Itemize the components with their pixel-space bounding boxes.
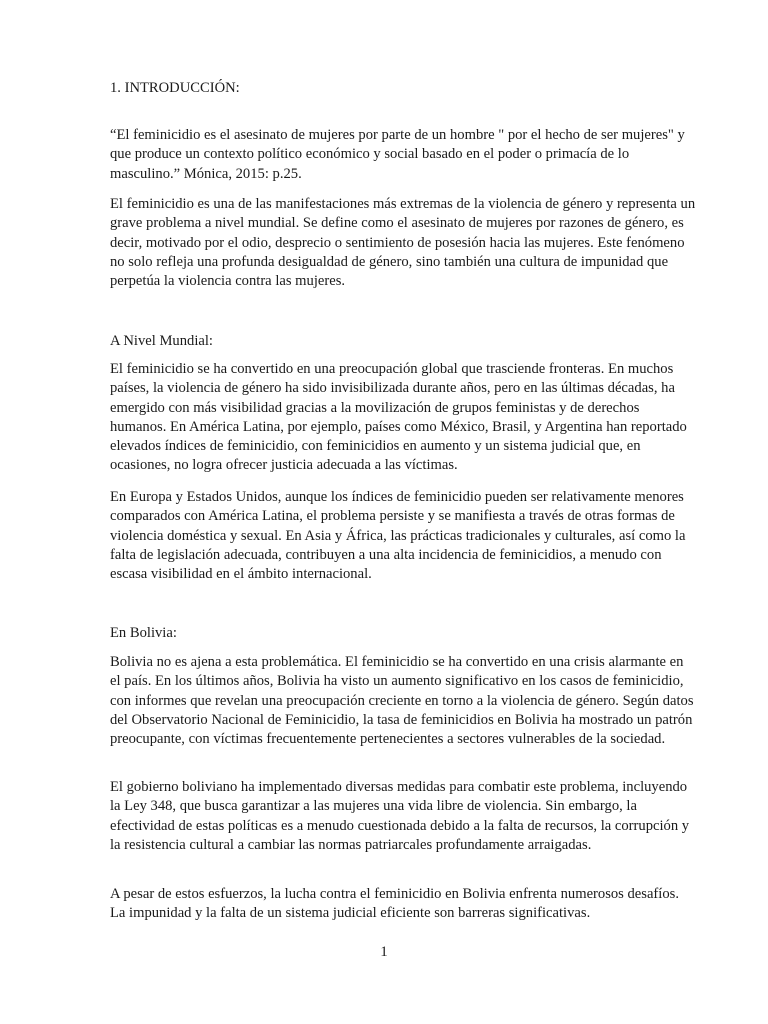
opening-quote: “El feminicidio es el asesinato de mujeres por parte de un hombre " por el hecho de ser mujeres" y que produce un contexto político económico y social basado en el poder o primacía de lo masculino.” Mónica, 2015: p.25. xyxy=(110,127,685,182)
global-paragraph-2: En Europa y Estados Unidos, aunque los índices de feminicidio pueden ser relativamente menores comparados con América Latina, el problema persiste y se manifiesta a través de otras formas de violencia doméstica y sexual. En Asia y África, las prácticas tradicionales y culturales, así como la falta de legislación adecuada, contribuyen a una alta incidencia de feminicidios, a menudo con escasa visibilidad en el ámbito internacional. xyxy=(110,489,686,583)
subheading-nivel-mundial: A Nivel Mundial: xyxy=(110,333,213,349)
subheading-bolivia: En Bolivia: xyxy=(110,625,177,641)
bolivia-paragraph-3: A pesar de estos esfuerzos, la lucha contra el feminicidio en Bolivia enfrenta numerosos desafíos. La impunidad y la falta de un sistema judicial eficiente son barreras significativas. xyxy=(110,886,679,922)
section-heading-introduccion: 1. INTRODUCCIÓN: xyxy=(110,80,240,96)
page-number: 1 xyxy=(380,944,388,960)
bolivia-paragraph-1: Bolivia no es ajena a esta problemática. El feminicidio se ha convertido en una crisis alarmante en el país. En los últimos años, Bolivia ha visto un aumento significativo en los casos de feminicidio, con informes que revelan una preocupación creciente en torno a la violencia de género. Según datos del Observatorio Nacional de Feminicidio, la tasa de feminicidios en Bolivia ha mostrado un patrón preocupante, con víctimas frecuentemente pertenecientes a sectores vulnerables de la sociedad. xyxy=(110,654,694,748)
intro-paragraph: El feminicidio es una de las manifestaciones más extremas de la violencia de género y representa un grave problema a nivel mundial. Se define como el asesinato de mujeres por razones de género, es decir, motivado por el odio, desprecio o sentimiento de posesión hacia las mujeres. Este fenómeno no solo refleja una profunda desigualdad de género, sino también una cultura de impunidad que perpetúa la violencia contra las mujeres. xyxy=(110,196,696,290)
bolivia-paragraph-2: El gobierno boliviano ha implementado diversas medidas para combatir este problema, incluyendo la Ley 348, que busca garantizar a las mujeres una vida libre de violencia. Sin embargo, la efectividad de estas políticas es a menudo cuestionada debido a la falta de recursos, la corrupción y la resistencia cultural a cambiar las normas patriarcales profundamente arraigadas. xyxy=(110,779,690,853)
global-paragraph-1: El feminicidio se ha convertido en una preocupación global que trasciende fronteras. En muchos países, la violencia de género ha sido invisibilizada durante años, pero en las últimas décadas, ha emergido con más visibilidad gracias a la movilización de grupos feministas y de derechos humanos. En América Latina, por ejemplo, países como México, Brasil, y Argentina han reportado elevados índices de feminicidio, con feminicidios en aumento y un sistema judicial que, en ocasiones, no logra ofrecer justicia adecuada a las víctimas. xyxy=(110,361,687,474)
